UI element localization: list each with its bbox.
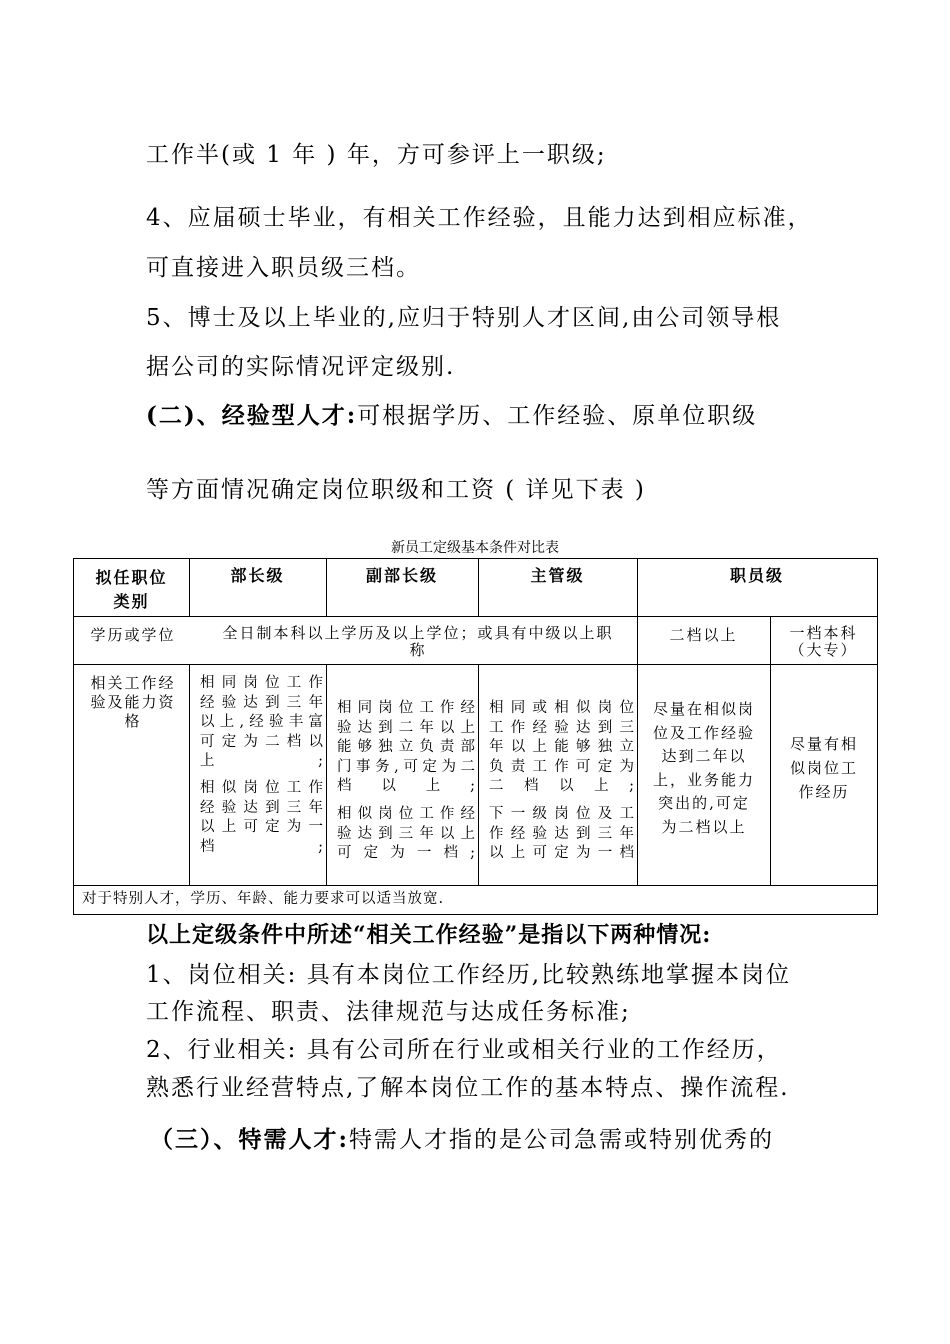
paragraph-continuation: 工作半(或 1 年 ) 年，方可参评上一职级; <box>146 142 607 168</box>
section-2-line-2: 等方面情况确定岗位职级和工资 ( 详见下表 ) <box>146 477 646 503</box>
item-5-line-1: 5、博士及以上毕业的,应归于特别人才区间,由公司领导根 <box>146 305 782 331</box>
education-tier2: 二档以上 <box>669 626 738 644</box>
definition-1-line-1: 1、岗位相关: 具有本岗位工作经历,比较熟练地掌握本岗位 <box>146 962 792 988</box>
table-rule <box>74 885 877 886</box>
section-3-text: 特需人才指的是公司急需或特别优秀的 <box>349 1127 774 1153</box>
deputy-experience-b: 相似岗位工作经 验达到三年以上 可定为一档; <box>337 806 477 861</box>
table-rule <box>326 664 327 885</box>
education-tier1: 一档本科 （大专） <box>789 624 858 659</box>
experience-definition-heading: 以上定级条件中所述“相关工作经验”是指以下两种情况: <box>146 922 712 948</box>
item-4-line-1: 4、应届硕士毕业，有相关工作经验，且能力达到相应标准， <box>146 205 813 231</box>
deputy-experience-a: 相同岗位工作经 验达到二年以上 能够独立负责部 门事务,可定为二 档以上; <box>337 700 477 794</box>
staff-tier1-experience: 尽量有相 似岗位工 作经历 <box>789 735 858 801</box>
supervisor-experience-b: 下一级岗位及工 作经验达到三年 以上可定为一档 <box>489 806 636 861</box>
definition-1-line-2: 工作流程、职责、法律规范与达成任务标准; <box>146 999 631 1025</box>
definition-2-line-2: 熟悉行业经营特点,了解本岗位工作的基本特点、操作流程. <box>146 1075 790 1101</box>
header-position-category: 拟任职位 类别 <box>95 568 168 611</box>
item-5-line-2: 据公司的实际情况评定级别. <box>146 354 456 380</box>
table-footnote: 对于特别人才，学历、年龄、能力要求可以适当放宽. <box>82 891 445 907</box>
staff-tier2-experience: 尽量在相似岗 位及工作经验 达到二年以 上，业务能力 突出的,可定 为二档以上 <box>652 700 755 836</box>
label-education: 学历或学位 <box>90 626 176 644</box>
definition-2-line-1: 2、行业相关: 具有公司所在行业或相关行业的工作经历， <box>146 1037 782 1063</box>
table-rule <box>74 616 877 617</box>
section-2-title: (二)、经验型人才: <box>146 402 358 429</box>
header-staff: 职员级 <box>729 566 784 585</box>
minister-experience-b: 相似岗位工作 经验达到三年 以上可定为一 档; <box>200 780 325 855</box>
minister-experience-a: 相同岗位工作 经验达到三年 以上,经验丰富 可定为二档以 上; <box>200 675 325 769</box>
supervisor-experience-a: 相同或相似岗位 工作经验达到三 年以上能够独立 负责工作可定为 二档以上; <box>489 700 636 794</box>
section-2-text: 可根据学历、工作经验、原单位职级 <box>357 403 758 429</box>
education-main-requirement: 全日制本科以上学历及以上学位；或具有中级以上职 称 <box>222 624 614 659</box>
table-caption: 新员工定级基本条件对比表 <box>391 540 559 556</box>
grading-table <box>73 558 878 915</box>
table-rule <box>637 559 638 885</box>
header-supervisor: 主管级 <box>530 566 585 585</box>
section-3-heading <box>150 1121 774 1154</box>
header-deputy-minister: 副部长级 <box>365 566 438 585</box>
item-4-line-2: 可直接进入职员级三档。 <box>146 255 421 281</box>
header-minister: 部长级 <box>230 566 285 585</box>
table-rule <box>189 664 190 885</box>
table-rule <box>74 664 877 665</box>
section-2-heading <box>146 397 757 430</box>
section-3-title: （三）、特需人才: <box>150 1126 349 1153</box>
label-experience: 相关工作经 验及能力资 格 <box>90 674 176 730</box>
table-rule <box>478 664 479 885</box>
